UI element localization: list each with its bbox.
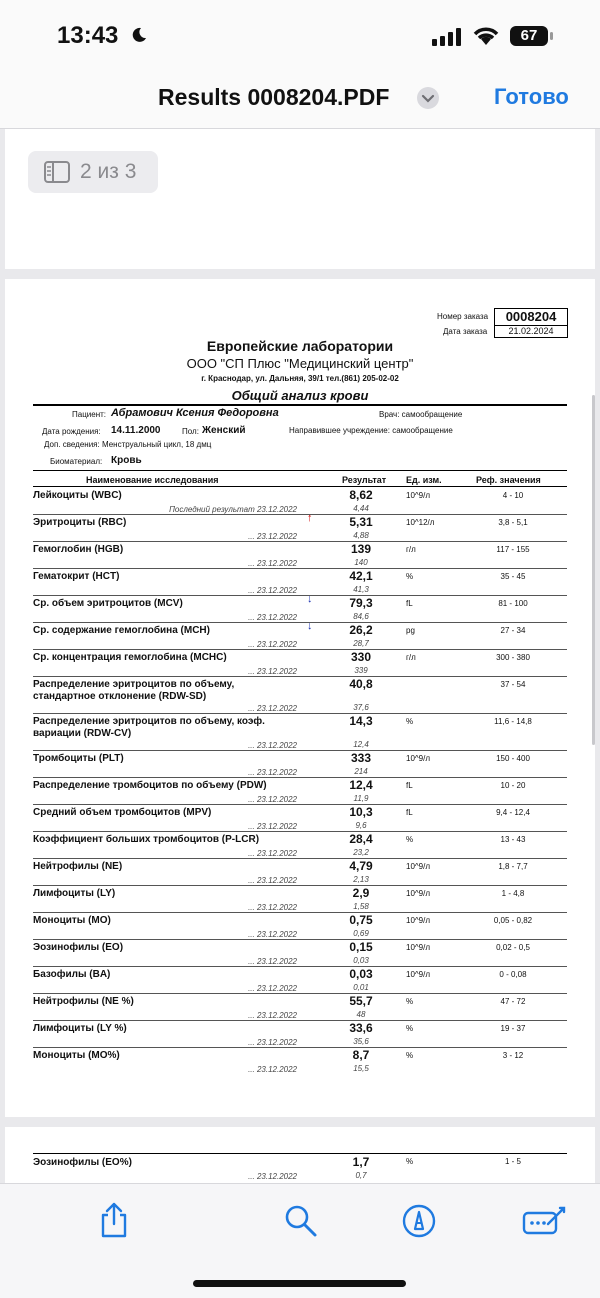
page3-row-unit: % [406, 1157, 414, 1166]
page3-row-prev: 0,7 [355, 1171, 367, 1180]
result-value: 5,31 [349, 515, 373, 529]
result-value: 4,79 [349, 859, 373, 873]
result-ref: 300 - 380 [496, 653, 530, 662]
result-value: 55,7 [349, 994, 373, 1008]
result-name: Эритроциты (RBC) [33, 517, 127, 528]
previous-result-label: ... 23.12.2022 [248, 876, 297, 885]
row-separator [33, 541, 567, 542]
result-unit: % [406, 717, 414, 726]
birth-date: 14.11.2000 [111, 425, 161, 436]
result-unit: fL [406, 808, 413, 817]
previous-result-value: 0,01 [353, 983, 369, 992]
previous-result-value: 4,44 [353, 504, 369, 513]
result-name: Лимфоциты (LY %) [33, 1023, 127, 1034]
previous-result-value: 41,3 [353, 585, 369, 594]
nav-bar [0, 70, 600, 129]
result-name: Гемоглобин (HGB) [33, 544, 124, 555]
previous-result-value: 0,03 [353, 956, 369, 965]
result-ref: 81 - 100 [498, 599, 528, 608]
result-unit: 10^9/л [406, 916, 430, 925]
result-value: 333 [350, 751, 372, 765]
previous-result-label: ... 23.12.2022 [248, 1065, 297, 1074]
chevron-down-icon [417, 87, 439, 109]
previous-result-label: ... 23.12.2022 [248, 957, 297, 966]
result-name: Ср. объем эритроцитов (MCV) [33, 598, 183, 609]
result-name: Распределение эритроцитов по объему, [33, 679, 235, 690]
biomaterial-label: Биоматериал: [50, 457, 103, 466]
result-unit: % [406, 1051, 414, 1060]
previous-result-label: ... 23.12.2022 [248, 1011, 297, 1020]
result-unit: fL [406, 599, 413, 608]
result-unit: % [406, 572, 414, 581]
page3-row-name: Эозинофилы (EO%) [33, 1157, 132, 1168]
column-name: Наименование исследования [86, 475, 219, 485]
previous-result-value: 35,6 [353, 1037, 369, 1046]
scrollbar[interactable] [592, 395, 595, 745]
result-value: 42,1 [349, 569, 373, 583]
row-separator [33, 568, 567, 569]
result-value: 26,2 [349, 623, 373, 637]
order-date: 21.02.2024 [494, 325, 568, 338]
result-ref: 0,05 - 0,82 [493, 916, 533, 925]
previous-result-label: ... 23.12.2022 [248, 768, 297, 777]
battery-icon [510, 26, 548, 46]
document-title[interactable]: Results 0008204.PDF [158, 84, 390, 110]
previous-result-value: 4,88 [353, 531, 369, 540]
result-value: 139 [350, 542, 372, 556]
order-number-label: Номер заказа [437, 312, 489, 321]
row-separator [33, 514, 567, 515]
row-separator [33, 1020, 567, 1021]
result-value: 0,75 [349, 913, 373, 927]
previous-result-value: 84,6 [353, 612, 369, 621]
status-bar [0, 0, 600, 70]
previous-result-value: 23,2 [353, 848, 369, 857]
previous-result-value: 12,4 [353, 740, 369, 749]
previous-result-label: ... 23.12.2022 [248, 586, 297, 595]
result-name-line2: вариации (RDW-CV) [33, 728, 132, 739]
clock: 13:43 [57, 22, 119, 49]
previous-result-value: 214 [354, 767, 368, 776]
result-ref: 11,6 - 14,8 [494, 717, 532, 726]
page3-row-result: 1,7 [352, 1155, 370, 1169]
row-separator [33, 595, 567, 596]
row-separator [33, 831, 567, 832]
row-separator [33, 649, 567, 650]
result-unit: % [406, 835, 414, 844]
result-unit: 10^9/л [406, 491, 430, 500]
row-separator [33, 993, 567, 994]
result-name: Лимфоциты (LY) [33, 888, 116, 899]
doctor: Врач: самообращение [379, 410, 463, 419]
result-ref: 9,4 - 12,4 [496, 808, 530, 817]
result-name: Ср. содержание гемоглобина (MCH) [33, 625, 210, 636]
result-name: Распределение эритроцитов по объему, коэф. [33, 716, 265, 727]
result-unit: 10^9/л [406, 970, 430, 979]
result-name: Тромбоциты (PLT) [33, 753, 124, 764]
row-separator [33, 713, 567, 714]
previous-result-value: 339 [354, 666, 368, 675]
result-name: Коэффициент больших тромбоцитов (P-LCR) [33, 834, 260, 845]
result-ref: 3 - 12 [502, 1051, 524, 1060]
result-unit: г/л [406, 545, 416, 554]
result-flag-icon: ↓ [307, 593, 313, 605]
extra-info: Доп. сведения: Менструальный цикл, 18 дмц [44, 440, 212, 449]
result-unit: г/л [406, 653, 416, 662]
page3-rule [33, 1153, 567, 1154]
page-indicator[interactable] [28, 151, 158, 193]
sex: Женский [202, 425, 246, 436]
result-name-line2: стандартное отклонение (RDW-SD) [33, 691, 207, 702]
done-button[interactable]: Готово [494, 84, 569, 109]
result-unit: % [406, 1024, 414, 1033]
signal-icon [432, 28, 464, 46]
result-value: 2,9 [352, 886, 370, 900]
wifi-icon [472, 25, 500, 47]
result-ref: 27 - 34 [500, 626, 526, 635]
result-value: 8,62 [349, 488, 373, 502]
previous-result-label: ... 23.12.2022 [248, 667, 297, 676]
previous-result-value: 37,6 [353, 703, 369, 712]
result-unit: 10^9/л [406, 754, 430, 763]
result-ref: 35 - 45 [500, 572, 526, 581]
order-date-label: Дата заказа [443, 327, 488, 336]
column-unit: Ед. изм. [406, 475, 442, 485]
result-name: Нейтрофилы (NE) [33, 861, 123, 872]
previous-result-label: ... 23.12.2022 [248, 559, 297, 568]
result-value: 0,15 [349, 940, 373, 954]
result-ref: 4 - 10 [502, 491, 524, 500]
result-value: 10,3 [349, 805, 373, 819]
previous-result-value: 11,9 [353, 794, 369, 803]
row-separator [33, 676, 567, 677]
row-separator [33, 777, 567, 778]
page-indicator-label: 2 из 3 [80, 160, 137, 183]
result-name: Моноциты (MO%) [33, 1050, 120, 1061]
row-separator [33, 750, 567, 751]
result-ref: 150 - 400 [496, 754, 530, 763]
row-separator [33, 622, 567, 623]
result-unit: 10^9/л [406, 943, 430, 952]
previous-result-value: 1,58 [353, 902, 369, 911]
sex-label: Пол: [182, 427, 199, 436]
title-menu-button[interactable] [417, 87, 439, 109]
result-name: Базофилы (BA) [33, 969, 111, 980]
previous-result-label: ... 23.12.2022 [248, 849, 297, 858]
result-value: 33,6 [349, 1021, 373, 1035]
result-unit: 10^12/л [406, 518, 435, 527]
patient-name: Абрамович Ксения Федоровна [111, 407, 279, 419]
header-rule-top [33, 470, 567, 471]
moon-icon [131, 27, 147, 43]
title-rule [33, 404, 567, 406]
previous-result-label: ... 23.12.2022 [248, 640, 297, 649]
previous-result-label: ... 23.12.2022 [248, 1038, 297, 1047]
result-ref: 0,02 - 0,5 [496, 943, 530, 952]
previous-result-label: ... 23.12.2022 [248, 903, 297, 912]
result-name: Ср. концентрация гемоглобина (MCHC) [33, 652, 227, 663]
analysis-title: Общий анализ крови [231, 388, 369, 403]
result-value: 330 [350, 650, 372, 664]
result-value: 8,7 [352, 1048, 370, 1062]
lab-name: Европейские лаборатории [206, 338, 394, 354]
previous-result-value: 9,6 [355, 821, 367, 830]
row-separator [33, 804, 567, 805]
battery-cap [550, 32, 553, 40]
previous-result-value: 140 [354, 558, 368, 567]
previous-result-label: ... 23.12.2022 [248, 613, 297, 622]
referral: Направившее учреждение: самообращение [289, 426, 453, 435]
previous-result-label: ... 23.12.2022 [248, 795, 297, 804]
result-ref: 47 - 72 [500, 997, 526, 1006]
sidebar-icon [44, 161, 70, 183]
result-value: 12,4 [349, 778, 373, 792]
search-icon[interactable] [284, 1204, 318, 1238]
lab-address: г. Краснодар, ул. Дальняя, 39/1 тел.(861) 205-02-02 [201, 374, 399, 383]
markup-icon[interactable] [401, 1203, 437, 1239]
result-value: 28,4 [349, 832, 373, 846]
result-ref: 19 - 37 [500, 1024, 526, 1033]
share-icon[interactable] [98, 1202, 130, 1238]
result-value: 79,3 [349, 596, 373, 610]
result-name: Эозинофилы (EO) [33, 942, 124, 953]
result-name: Средний объем тромбоцитов (MPV) [33, 807, 212, 818]
result-ref: 0 - 0,08 [499, 970, 527, 979]
previous-result-label: ... 23.12.2022 [248, 704, 297, 713]
result-ref: 1,8 - 7,7 [498, 862, 528, 871]
previous-result-value: 48 [356, 1010, 366, 1019]
page3-row-prev-label: ... 23.12.2022 [248, 1172, 297, 1181]
result-unit: fL [406, 781, 413, 790]
result-unit: 10^9/л [406, 862, 430, 871]
previous-result-value: 28,7 [353, 639, 369, 648]
pdf-page-1 [5, 129, 595, 269]
result-name: Моноциты (MO) [33, 915, 111, 926]
home-indicator[interactable] [193, 1280, 406, 1287]
biomaterial: Кровь [111, 455, 142, 466]
row-separator [33, 939, 567, 940]
result-value: 14,3 [349, 714, 373, 728]
column-result: Результат [342, 475, 387, 485]
result-name: Гематокрит (HCT) [33, 571, 120, 582]
result-ref: 10 - 20 [500, 781, 526, 790]
birth-date-label: Дата рождения: [42, 427, 101, 436]
row-separator [33, 966, 567, 967]
row-separator [33, 885, 567, 886]
page3-row-ref: 1 - 5 [504, 1157, 521, 1166]
battery-level: 67 [520, 27, 538, 44]
result-flag-icon: ↑ [307, 512, 313, 524]
previous-result-label: ... 23.12.2022 [248, 822, 297, 831]
result-ref: 1 - 4,8 [501, 889, 525, 898]
result-unit: pg [406, 626, 415, 635]
result-name: Распределение тромбоцитов по объему (PDW) [33, 780, 267, 791]
result-name: Лейкоциты (WBC) [33, 490, 122, 501]
result-value: 0,03 [349, 967, 373, 981]
company-name: ООО "СП Плюс "Медицинский центр" [186, 356, 414, 371]
row-separator [33, 912, 567, 913]
previous-result-value: 2,13 [353, 875, 369, 884]
previous-result-label: Последний результат 23.12.2022 [169, 505, 297, 514]
previous-result-label: ... 23.12.2022 [248, 930, 297, 939]
result-ref: 37 - 54 [500, 680, 526, 689]
result-name: Нейтрофилы (NE %) [33, 996, 134, 1007]
header-rule-bottom [33, 486, 567, 487]
edit-icon[interactable] [522, 1204, 568, 1236]
result-flag-icon: ↓ [307, 620, 313, 632]
result-ref: 3,8 - 5,1 [498, 518, 528, 527]
row-separator [33, 1047, 567, 1048]
row-separator [33, 858, 567, 859]
column-ref: Реф. значения [476, 475, 541, 485]
previous-result-value: 0,69 [353, 929, 369, 938]
patient-label: Пациент: [72, 410, 107, 419]
result-ref: 117 - 155 [496, 545, 530, 554]
previous-result-label: ... 23.12.2022 [248, 984, 297, 993]
result-unit: 10^9/л [406, 889, 430, 898]
order-number: 0008204 [494, 308, 568, 326]
previous-result-value: 15,5 [353, 1064, 369, 1073]
result-unit: % [406, 997, 414, 1006]
result-value: 40,8 [349, 677, 373, 691]
previous-result-label: ... 23.12.2022 [248, 532, 297, 541]
result-ref: 13 - 43 [500, 835, 526, 844]
previous-result-label: ... 23.12.2022 [248, 741, 297, 750]
